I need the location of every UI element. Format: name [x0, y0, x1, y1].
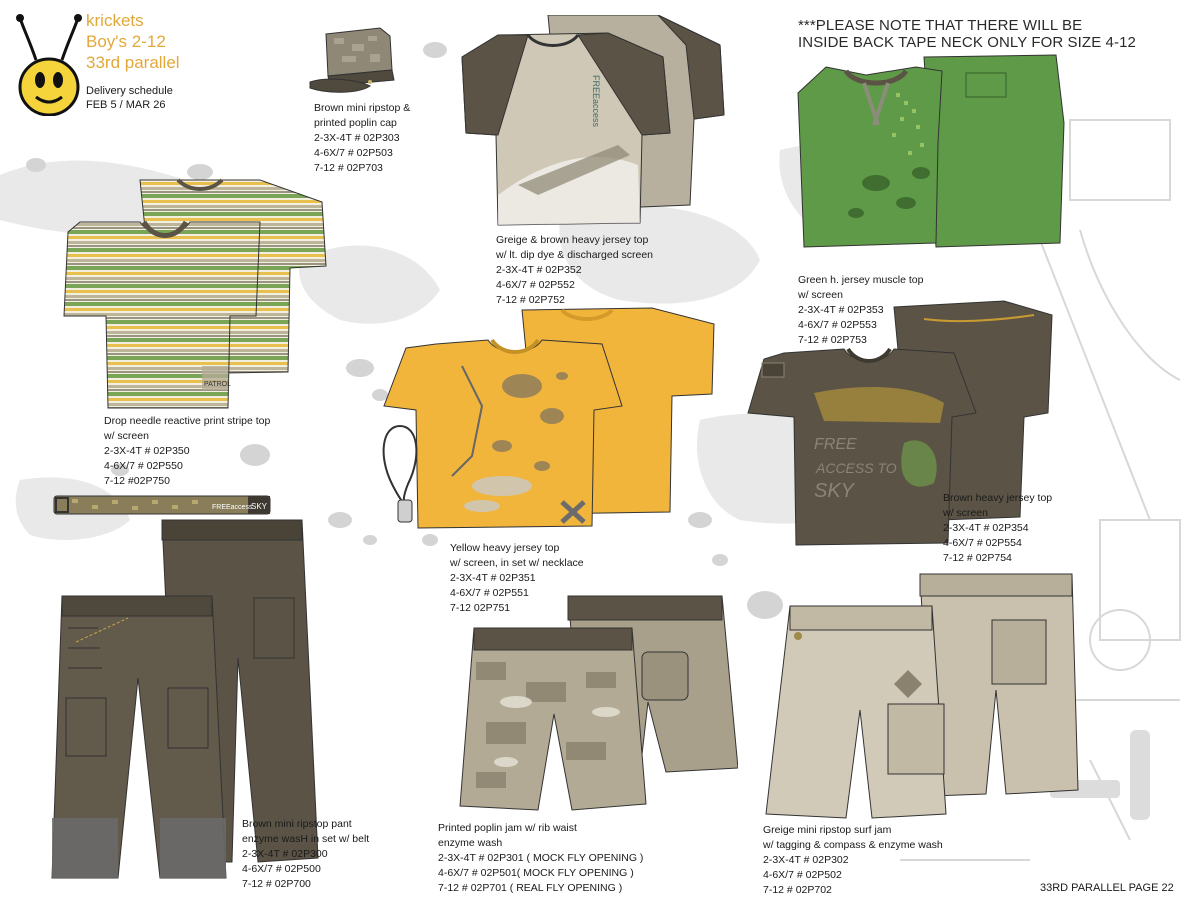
- desc-line: enzyme wash: [438, 837, 503, 849]
- desc-line: Greige & brown heavy jersey top: [496, 234, 649, 246]
- desc-line: Brown mini ripstop pant: [242, 818, 352, 830]
- desc-line: enzyme wasH in set w/ belt: [242, 833, 370, 845]
- desc-line: 7-12 # 02P701 ( REAL FLY OPENING ): [438, 882, 623, 894]
- desc-line: Printed poplin jam w/ rib waist: [438, 822, 577, 834]
- stripe-top-illustration: [60, 176, 330, 412]
- note-line-2: INSIDE BACK TAPE NECK ONLY FOR SIZE 4-12: [798, 34, 1136, 51]
- brown-top-print-access: ACCESS TO: [816, 460, 897, 476]
- surf-jam-illustration: [760, 570, 1080, 832]
- desc-line: printed poplin cap: [314, 117, 397, 129]
- yellow-top-illustration: [372, 306, 718, 536]
- brown-top-print-free: FREE: [814, 436, 857, 453]
- desc-line: 4-6X/7 # 02P552: [496, 279, 575, 291]
- desc-line: 7-12 # 02P752: [496, 294, 565, 306]
- belt-print-text: FREEaccess: [212, 504, 253, 511]
- desc-line: 2-3X-4T # 02P350: [104, 445, 190, 457]
- desc-line: w/ screen, in set w/ necklace: [450, 557, 584, 569]
- page-footer: 33RD PARALLEL PAGE 22: [1040, 882, 1174, 894]
- brand-line-3: 33rd parallel: [86, 53, 180, 72]
- pant-description: [242, 817, 369, 892]
- desc-line: 2-3X-4T # 02P353: [798, 304, 884, 316]
- desc-line: 4-6X/7 # 02P551: [450, 587, 529, 599]
- stripe-top-print-text: PATROL: [204, 381, 231, 388]
- desc-line: 2-3X-4T # 02P354: [943, 522, 1029, 534]
- desc-line: Brown heavy jersey top: [943, 492, 1053, 504]
- desc-line: Drop needle reactive print stripe top: [104, 415, 271, 427]
- jam-description: [438, 821, 643, 896]
- desc-line: w/ screen: [798, 289, 843, 301]
- desc-line: 2-3X-4T # 02P300: [242, 848, 328, 860]
- poplin-jam-illustration: [456, 592, 738, 822]
- green-muscle-top-illustration: [796, 53, 1076, 258]
- greige-top-print-text: FREEaccess: [591, 75, 601, 128]
- desc-line: Green h. jersey muscle top: [798, 274, 924, 286]
- desc-line: 2-3X-4T # 02P351: [450, 572, 536, 584]
- desc-line: Yellow heavy jersey top: [450, 542, 560, 554]
- surf-jam-description: [763, 823, 943, 898]
- stripe-top-description: [104, 414, 270, 489]
- desc-line: 2-3X-4T # 02P303: [314, 132, 400, 144]
- brown-top-description: [943, 491, 1052, 566]
- tape-neck-note: [798, 17, 1136, 51]
- desc-line: 4-6X/7 # 02P500: [242, 863, 321, 875]
- brand-title: [86, 10, 180, 73]
- desc-line: w/ screen: [104, 430, 149, 442]
- brand-line-1: krickets: [86, 11, 144, 30]
- cap-illustration: [308, 22, 408, 97]
- desc-line: 4-6X/7 # 02P553: [798, 319, 877, 331]
- desc-line: 7-12 # 02P703: [314, 162, 383, 174]
- greige-raglan-top-illustration: [458, 15, 728, 233]
- belt-end-text: SKY: [251, 502, 268, 511]
- desc-line: w/ tagging & compass & enzyme wash: [763, 839, 943, 851]
- desc-line: 4-6X/7 # 02P501( MOCK FLY OPENING ): [438, 867, 634, 879]
- greige-top-description: [496, 233, 653, 308]
- desc-line: w/ screen: [943, 507, 988, 519]
- desc-line: w/ lt. dip dye & discharged screen: [496, 249, 653, 261]
- desc-line: 7-12 # 02P753: [798, 334, 867, 346]
- schedule-dates: FEB 5 / MAR 26: [86, 99, 166, 111]
- schedule-label: Delivery schedule: [86, 85, 173, 97]
- desc-line: 4-6X/7 # 02P554: [943, 537, 1022, 549]
- brand-line-2: Boy's 2-12: [86, 32, 166, 51]
- desc-line: Greige mini ripstop surf jam: [763, 824, 892, 836]
- desc-line: 2-3X-4T # 02P302: [763, 854, 849, 866]
- desc-line: 7-12 # 02P702: [763, 884, 832, 896]
- desc-line: 2-3X-4T # 02P352: [496, 264, 582, 276]
- brown-top-print-sky: SKY: [814, 480, 855, 502]
- note-line-1: ***PLEASE NOTE THAT THERE WILL BE: [798, 17, 1083, 34]
- desc-line: Brown mini ripstop &: [314, 102, 411, 114]
- belt-illustration: [52, 492, 274, 518]
- desc-line: 7-12 #02P750: [104, 475, 170, 487]
- cap-description: [314, 101, 410, 176]
- desc-line: 4-6X/7 # 02P550: [104, 460, 183, 472]
- desc-line: 7-12 # 02P700: [242, 878, 311, 890]
- desc-line: 4-6X/7 # 02P503: [314, 147, 393, 159]
- desc-line: 2-3X-4T # 02P301 ( MOCK FLY OPENING ): [438, 852, 644, 864]
- desc-line: 4-6X/7 # 02P502: [763, 869, 842, 881]
- desc-line: 7-12 02P751: [450, 602, 511, 614]
- desc-line: 7-12 # 02P754: [943, 552, 1012, 564]
- bee-face-icon: [16, 12, 82, 116]
- delivery-schedule: [86, 84, 173, 112]
